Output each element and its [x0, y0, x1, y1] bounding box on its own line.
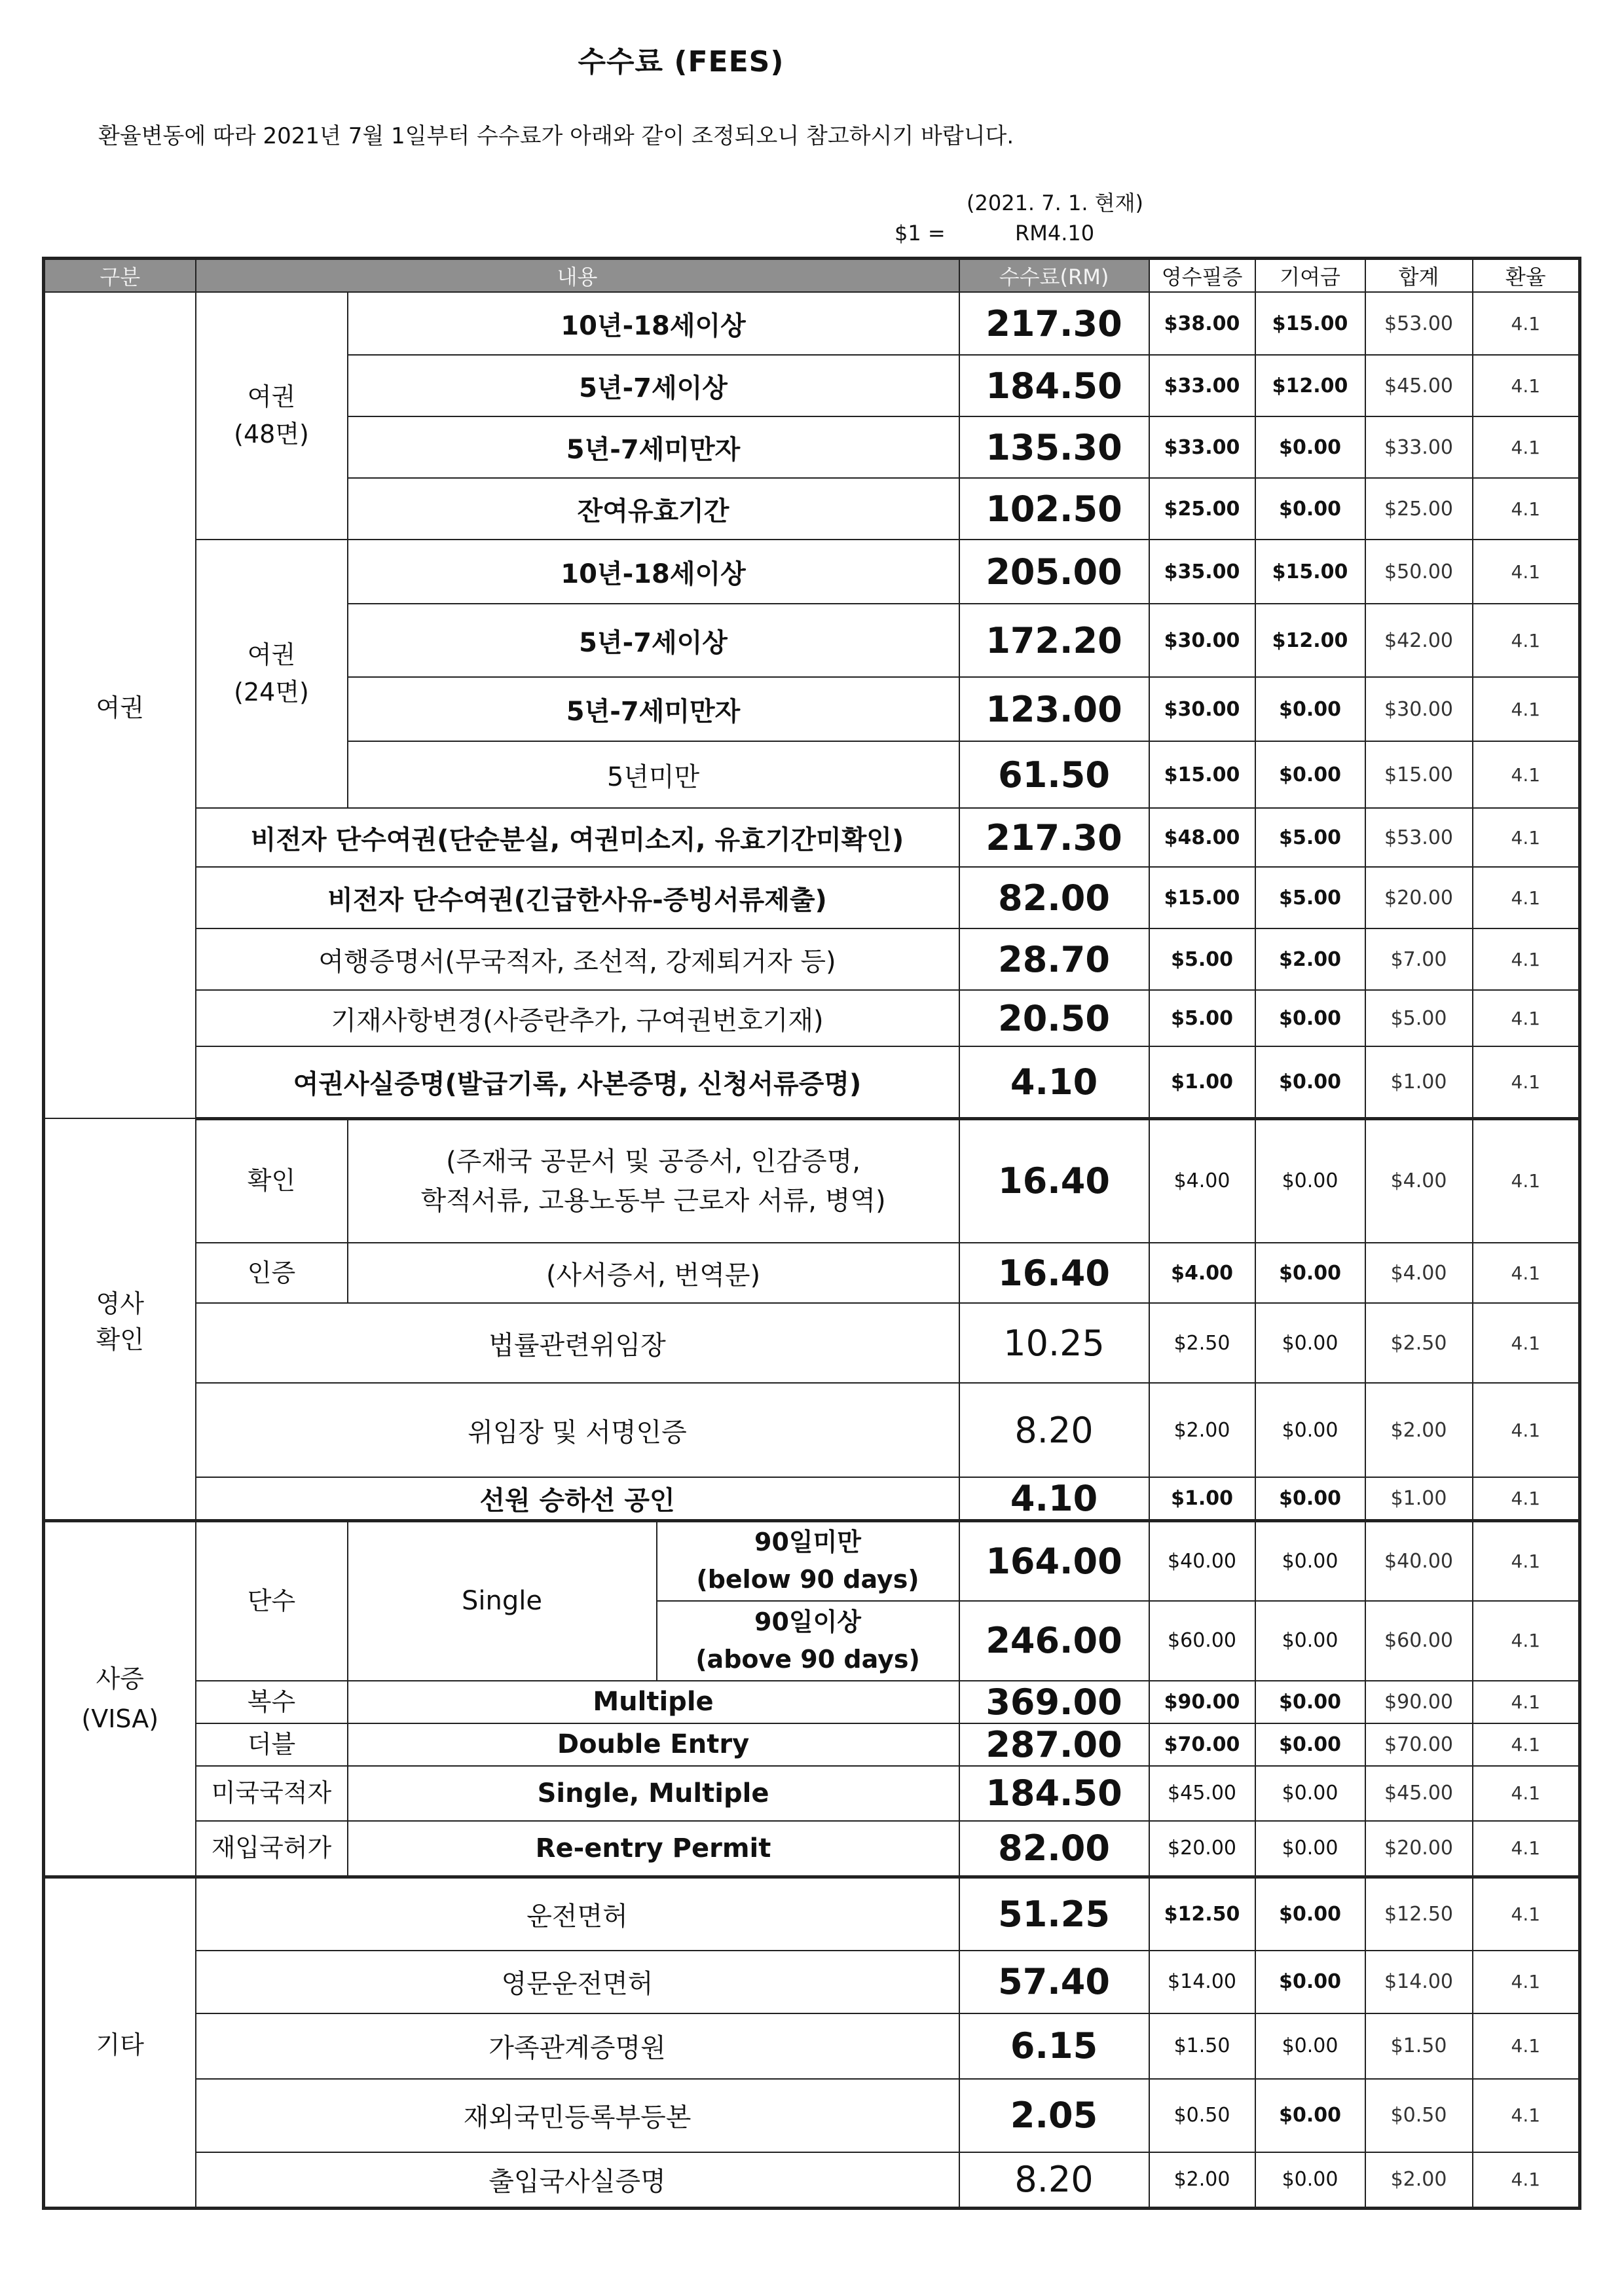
item-label: 재외국민등록부등본 [196, 2079, 959, 2152]
stamp-fee: $70.00 [1149, 1723, 1255, 1766]
exchange-rate: 4.1 [1473, 741, 1580, 808]
exchange-rate: 4.1 [1473, 677, 1580, 741]
table-row [44, 1521, 1580, 1601]
stamp-fee: $48.00 [1149, 808, 1255, 867]
as-of-date: (2021. 7. 1. 현재) [967, 191, 1143, 215]
total: $90.00 [1365, 1681, 1473, 1723]
group-single-kr: 단수 [196, 1521, 348, 1681]
contribution: $0.00 [1255, 990, 1365, 1046]
table-row [44, 2152, 1580, 2209]
item-label: 90일이상 (above 90 days) [657, 1601, 959, 1681]
table-row [44, 1877, 1580, 1951]
exchange-rate: 4.1 [1473, 1477, 1580, 1521]
item-label: 5년-7세이상 [348, 604, 959, 677]
contribution: $0.00 [1255, 2152, 1365, 2209]
exchange-rate: 4.1 [1473, 478, 1580, 540]
stamp-fee: $1.00 [1149, 1477, 1255, 1521]
exchange-rate: 4.1 [1473, 1601, 1580, 1681]
table-row [44, 2013, 1580, 2079]
table-row [44, 1383, 1580, 1477]
total: $40.00 [1365, 1521, 1473, 1601]
stamp-fee: $33.00 [1149, 355, 1255, 416]
group-reentry-kr: 재입국허가 [196, 1821, 348, 1877]
total: $33.00 [1365, 416, 1473, 478]
total: $1.50 [1365, 2013, 1473, 2079]
fee-rm: 184.50 [959, 355, 1149, 416]
group-passport-48: 여권 (48면) [196, 292, 348, 540]
fee-rm: 164.00 [959, 1521, 1149, 1601]
table-row [44, 1046, 1580, 1118]
total: $1.00 [1365, 1046, 1473, 1118]
stamp-fee: $90.00 [1149, 1681, 1255, 1723]
item-label: 운전면허 [196, 1877, 959, 1951]
contribution: $0.00 [1255, 1821, 1365, 1877]
fee-rm: 61.50 [959, 741, 1149, 808]
item-label: 위임장 및 서명인증 [196, 1383, 959, 1477]
fee-rm: 102.50 [959, 478, 1149, 540]
fee-rm: 287.00 [959, 1723, 1149, 1766]
item-label: 10년-18세이상 [348, 540, 959, 604]
exchange-rate: 4.1 [1473, 2013, 1580, 2079]
total: $53.00 [1365, 292, 1473, 355]
total: $45.00 [1365, 1766, 1473, 1821]
page-title: 수수료 (FEES) [578, 45, 784, 79]
total: $0.50 [1365, 2079, 1473, 2152]
total: $12.50 [1365, 1877, 1473, 1951]
stamp-fee: $12.50 [1149, 1877, 1255, 1951]
item-label: 기재사항변경(사증란추가, 구여권번호기재) [196, 990, 959, 1046]
exchange-rate-label: $1 = [895, 221, 946, 246]
category-consular: 영사 확인 [44, 1118, 196, 1521]
fee-rm: 246.00 [959, 1601, 1149, 1681]
fee-rm: 135.30 [959, 416, 1149, 478]
total: $5.00 [1365, 990, 1473, 1046]
contribution: $15.00 [1255, 540, 1365, 604]
table-row [44, 1681, 1580, 1723]
item-label: 5년-7세미만자 [348, 416, 959, 478]
fee-rm: 6.15 [959, 2013, 1149, 2079]
table-row [44, 808, 1580, 867]
fee-rm: 217.30 [959, 292, 1149, 355]
contribution: $0.00 [1255, 1723, 1365, 1766]
fee-rm: 16.40 [959, 1118, 1149, 1243]
contribution: $0.00 [1255, 416, 1365, 478]
total: $45.00 [1365, 355, 1473, 416]
total: $4.00 [1365, 1118, 1473, 1243]
exchange-rate: 4.1 [1473, 808, 1580, 867]
total: $42.00 [1365, 604, 1473, 677]
fee-rm: 28.70 [959, 928, 1149, 990]
contribution: $2.00 [1255, 928, 1365, 990]
item-label: (주재국 공문서 및 공증서, 인감증명, 학적서류, 고용노동부 근로자 서류, 병역) [348, 1118, 959, 1243]
fee-rm: 57.40 [959, 1951, 1149, 2013]
stamp-fee: $40.00 [1149, 1521, 1255, 1601]
item-label: 90일미만 (below 90 days) [657, 1521, 959, 1601]
stamp-fee: $35.00 [1149, 540, 1255, 604]
fee-rm: 8.20 [959, 2152, 1149, 2209]
fee-rm: 184.50 [959, 1766, 1149, 1821]
item-label: 5년미만 [348, 741, 959, 808]
item-label: Double Entry [348, 1723, 959, 1766]
exchange-rate: 4.1 [1473, 1877, 1580, 1951]
item-label: 영문운전면허 [196, 1951, 959, 2013]
table-row [44, 1766, 1580, 1821]
fee-rm: 82.00 [959, 867, 1149, 928]
contribution: $0.00 [1255, 1951, 1365, 2013]
category-visa: 사증 (VISA) [44, 1521, 196, 1877]
exchange-rate: 4.1 [1473, 540, 1580, 604]
contribution: $0.00 [1255, 1877, 1365, 1951]
total: $2.00 [1365, 2152, 1473, 2209]
table-row [44, 2079, 1580, 2152]
stamp-fee: $5.00 [1149, 928, 1255, 990]
contribution: $5.00 [1255, 867, 1365, 928]
total: $14.00 [1365, 1951, 1473, 2013]
stamp-fee: $4.00 [1149, 1243, 1255, 1303]
stamp-fee: $5.00 [1149, 990, 1255, 1046]
stamp-fee: $60.00 [1149, 1601, 1255, 1681]
contribution: $0.00 [1255, 478, 1365, 540]
contribution: $0.00 [1255, 1521, 1365, 1601]
stamp-fee: $0.50 [1149, 2079, 1255, 2152]
exchange-rate: 4.1 [1473, 416, 1580, 478]
exchange-rate: 4.1 [1473, 1521, 1580, 1601]
fee-rm: 4.10 [959, 1046, 1149, 1118]
item-label: Single, Multiple [348, 1766, 959, 1821]
group-multiple-kr: 복수 [196, 1681, 348, 1723]
exchange-rate: 4.1 [1473, 1383, 1580, 1477]
table-row [44, 867, 1580, 928]
exchange-rate: 4.1 [1473, 1681, 1580, 1723]
total: $30.00 [1365, 677, 1473, 741]
stamp-fee: $30.00 [1149, 604, 1255, 677]
exchange-rate: 4.1 [1473, 1118, 1580, 1243]
item-label: Multiple [348, 1681, 959, 1723]
contribution: $0.00 [1255, 1303, 1365, 1383]
contribution: $5.00 [1255, 808, 1365, 867]
total: $25.00 [1365, 478, 1473, 540]
group-passport-24: 여권 (24면) [196, 540, 348, 808]
exchange-rate-value: RM4.10 [1015, 221, 1095, 246]
contribution: $12.00 [1255, 355, 1365, 416]
total: $50.00 [1365, 540, 1473, 604]
total: $7.00 [1365, 928, 1473, 990]
total: $20.00 [1365, 1821, 1473, 1877]
exchange-rate: 4.1 [1473, 2152, 1580, 2209]
item-label: 5년-7세이상 [348, 355, 959, 416]
item-label: Re-entry Permit [348, 1821, 959, 1877]
total: $2.50 [1365, 1303, 1473, 1383]
contribution: $0.00 [1255, 1766, 1365, 1821]
fee-rm: 10.25 [959, 1303, 1149, 1383]
contribution: $0.00 [1255, 1601, 1365, 1681]
contribution: $0.00 [1255, 2013, 1365, 2079]
exchange-rate: 4.1 [1473, 1821, 1580, 1877]
group-certify: 인증 [196, 1243, 348, 1303]
exchange-rate: 4.1 [1473, 1951, 1580, 2013]
fee-rm: 172.20 [959, 604, 1149, 677]
contribution: $0.00 [1255, 741, 1365, 808]
fee-rm: 205.00 [959, 540, 1149, 604]
exchange-rate: 4.1 [1473, 1243, 1580, 1303]
stamp-fee: $1.50 [1149, 2013, 1255, 2079]
category-passport: 여권 [44, 292, 196, 1118]
exchange-rate: 4.1 [1473, 1303, 1580, 1383]
group-double-kr: 더블 [196, 1723, 348, 1766]
fee-rm: 8.20 [959, 1383, 1149, 1477]
exchange-rate: 4.1 [1473, 604, 1580, 677]
item-label: 선원 승하선 공인 [196, 1477, 959, 1521]
exchange-rate: 4.1 [1473, 1046, 1580, 1118]
table-row [44, 292, 1580, 355]
total: $2.00 [1365, 1383, 1473, 1477]
group-us-kr: 미국국적자 [196, 1766, 348, 1821]
contribution: $0.00 [1255, 1046, 1365, 1118]
table-row [44, 1477, 1580, 1521]
header-contribution: 기여금 [1255, 259, 1365, 293]
fee-rm: 123.00 [959, 677, 1149, 741]
table-row [44, 1951, 1580, 2013]
stamp-fee: $45.00 [1149, 1766, 1255, 1821]
exchange-rate: 4.1 [1473, 928, 1580, 990]
contribution: $0.00 [1255, 1383, 1365, 1477]
stamp-fee: $20.00 [1149, 1821, 1255, 1877]
header-total: 합계 [1365, 259, 1473, 293]
contribution: $15.00 [1255, 292, 1365, 355]
table-row [44, 1243, 1580, 1303]
stamp-fee: $2.50 [1149, 1303, 1255, 1383]
total: $20.00 [1365, 867, 1473, 928]
table-row [44, 1303, 1580, 1383]
stamp-fee: $2.00 [1149, 1383, 1255, 1477]
header-category: 구분 [44, 259, 196, 293]
group-confirm: 확인 [196, 1118, 348, 1243]
header-stamp: 영수필증 [1149, 259, 1255, 293]
contribution: $0.00 [1255, 677, 1365, 741]
fee-rm: 4.10 [959, 1477, 1149, 1521]
total: $53.00 [1365, 808, 1473, 867]
item-label: 잔여유효기간 [348, 478, 959, 540]
contribution: $12.00 [1255, 604, 1365, 677]
fee-table [42, 257, 1581, 2210]
header-exchange: 환율 [1473, 259, 1580, 293]
exchange-rate: 4.1 [1473, 355, 1580, 416]
header-content: 내용 [196, 259, 959, 293]
stamp-fee: $15.00 [1149, 741, 1255, 808]
contribution: $0.00 [1255, 1118, 1365, 1243]
total: $4.00 [1365, 1243, 1473, 1303]
item-label: 비전자 단수여권(단순분실, 여권미소지, 유효기간미확인) [196, 808, 959, 867]
exchange-rate: 4.1 [1473, 990, 1580, 1046]
item-label: 출입국사실증명 [196, 2152, 959, 2209]
contribution: $0.00 [1255, 1477, 1365, 1521]
fee-rm: 217.30 [959, 808, 1149, 867]
item-label: 5년-7세미만자 [348, 677, 959, 741]
table-row [44, 1723, 1580, 1766]
fee-rm: 82.00 [959, 1821, 1149, 1877]
stamp-fee: $2.00 [1149, 2152, 1255, 2209]
header-fee-rm: 수수료(RM) [959, 259, 1149, 293]
exchange-rate: 4.1 [1473, 292, 1580, 355]
table-row [44, 990, 1580, 1046]
contribution: $0.00 [1255, 1243, 1365, 1303]
group-single-en: Single [348, 1521, 657, 1681]
intro-text: 환율변동에 따라 2021년 7월 1일부터 수수료가 아래와 같이 조정되오니 참고하시기 바랍니다. [98, 123, 1014, 149]
fee-rm: 2.05 [959, 2079, 1149, 2152]
item-label: 법률관련위임장 [196, 1303, 959, 1383]
fee-rm: 369.00 [959, 1681, 1149, 1723]
stamp-fee: $25.00 [1149, 478, 1255, 540]
total: $60.00 [1365, 1601, 1473, 1681]
stamp-fee: $33.00 [1149, 416, 1255, 478]
contribution: $0.00 [1255, 2079, 1365, 2152]
total: $15.00 [1365, 741, 1473, 808]
total: $70.00 [1365, 1723, 1473, 1766]
header-row [44, 259, 1580, 293]
exchange-rate: 4.1 [1473, 1723, 1580, 1766]
table-row [44, 540, 1580, 604]
stamp-fee: $1.00 [1149, 1046, 1255, 1118]
stamp-fee: $14.00 [1149, 1951, 1255, 2013]
item-label: 10년-18세이상 [348, 292, 959, 355]
item-label: (사서증서, 번역문) [348, 1243, 959, 1303]
item-label: 여권사실증명(발급기록, 사본증명, 신청서류증명) [196, 1046, 959, 1118]
fee-rm: 20.50 [959, 990, 1149, 1046]
contribution: $0.00 [1255, 1681, 1365, 1723]
total: $1.00 [1365, 1477, 1473, 1521]
exchange-rate: 4.1 [1473, 867, 1580, 928]
fee-rm: 51.25 [959, 1877, 1149, 1951]
item-label: 가족관계증명원 [196, 2013, 959, 2079]
exchange-rate: 4.1 [1473, 2079, 1580, 2152]
category-other: 기타 [44, 1877, 196, 2209]
stamp-fee: $4.00 [1149, 1118, 1255, 1243]
table-row [44, 928, 1580, 990]
stamp-fee: $38.00 [1149, 292, 1255, 355]
stamp-fee: $30.00 [1149, 677, 1255, 741]
item-label: 비전자 단수여권(긴급한사유-증빙서류제출) [196, 867, 959, 928]
table-row [44, 1118, 1580, 1243]
table-row [44, 1821, 1580, 1877]
fee-rm: 16.40 [959, 1243, 1149, 1303]
item-label: 여행증명서(무국적자, 조선적, 강제퇴거자 등) [196, 928, 959, 990]
exchange-rate: 4.1 [1473, 1766, 1580, 1821]
stamp-fee: $15.00 [1149, 867, 1255, 928]
